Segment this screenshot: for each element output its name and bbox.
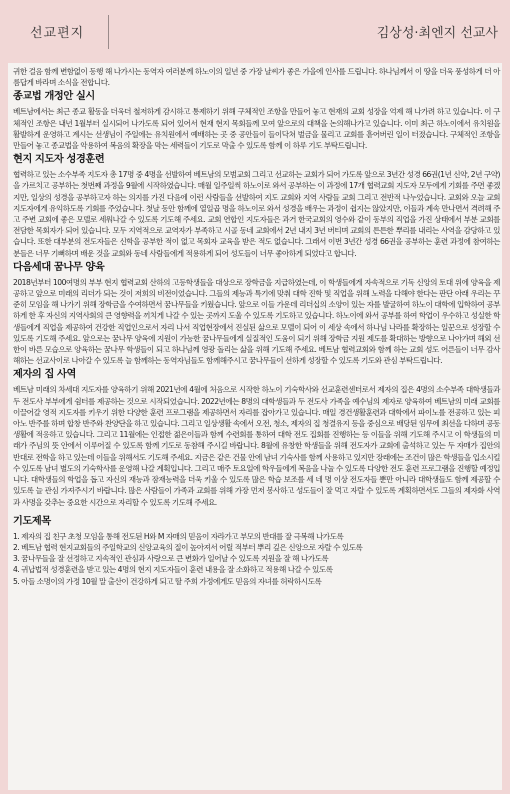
section-title-next-generation: 다음세대 꿈나무 양육 [13, 261, 105, 273]
section-body-disciple-house: 베트남 미래의 차세대 지도자를 양육하기 위해 2021년에 4월에 처음으로 시작한 하노이 기숙학사와 선교훈련센터로서 제자의 집은 4명의 소수부족 대학생들과 두 전도사 부부에게 쉼터를 제공하는 것으로 시작되었습니다. 2022년에는 8명의 대학생들과 두 전도사 가족을 예수님의 제자로 양육하여 베트남의 미래 교회를 이끌어갈 영적 지도자를 키우기 위한 다양한 훈련 프로그램을 제공하면서 자리를 잡아가고 있습니다. 매일 경건생활훈련과 대학에서 파이노를 전공하고 있는 피아노 반주를 하며 합창 반주와 찬양단을 하고 있습니다. 그리고 일상생활 속에서 오전, 청소, 제자의 집 청결유지 등을 중심으로 배당된 임무에 최선을 다하며 공동생활에 적응하고 있습니다. 그리고 11월에는 인접한 젊은이들과 함께 수련회를 통하여 대학 전도 집회를 진행하는 등 이들을 위해 기도해 주시고 이 학생들의 미래가 주님의 뜻 안에서 이루어질 수 있도록 함께 기도로 동참해 주시길 바랍니다. 8월에 유창한 학생들을 위해 전도자가 교회에 출석하고 있는 두 자매가 집안의 반대로 전학을 하고 있는데 이들을 위해서도 기도해 주세요. 지금은 같은 건물 안에 남녀 기숙사를 함께 사용하고 있지만 장래에는 조건이 많은 학생들을 입소시킬 수 있도록 남녀 별도의 기숙학사를 운영해 나갈 계획입니다. 그리고 매주 토요일에 학우들에게 복음을 나눌 수 있도록 다양한 전도 훈련 프로그램을 진행할 예정입니다. 대학생들의 학업을 돕고 자신의 재능과 잠재능력을 더욱 키울 수 있도록 많은 학습 보조를 세 네 명 이상 전도자들 뿐만 아니라 대학생들도 함께 제공할 수 있도록 늘 관심 가져주시기 바랍니다. 많은 사람들이 가족과 교회를 위해 가장 먼저 봉사하고 성도들이 잘 먹고 자랄 수 있도록 계획하면서도 그들의 제자화 사역과 사명을 갖추는 중요한 시간으로 자리할 수 있도록 기도해 주세요. [13, 385, 500, 507]
prayer-item: 5. 아들 소명이의 가정 10월 말 출산이 건강하게 되고 딸 주희 가정에게도 믿음의 자녀를 허락하시도록 [13, 576, 322, 586]
section-title-leader-training: 현지 지도자 성경훈련 [13, 154, 105, 166]
section-body-leader-training: 협력하고 있는 소수부족 지도자 총 17명 중 4명을 선발하여 베트남의 모범교회 그리고 선교하는 교회가 되어 가도록 앞으로 3년간 성경 66권(1년 신약, 2년 구약)을 가르치고 공부하는 첫번째 과정을 9월에 시작하였습니다. 매월 일주일씩 하노이로 와서 공부하는 이 과정에 17개 협력교회 지도자 모두에게 기회를 주면 좋겠지만, 일상의 성경을 공부하고자 하는 의지를 가진 다음에 이런 사람들을 선발하여 지도 교회와 지역 사람들 교회 그리고 전반적 나누었습니다. 교회와 오늘 교회 지도자에게 유익하도록 기회를 주었습니다. 첫날 동안 함께에 열일곱 명을 하노이로 와서 성경을 배우는 과정이 쉽지는 않았지만, 이들과 계속 만나면서 격려해 주고 주변 교회에 좋은 모델로 세워나갈 수 있도록 기도해 주세요. 교회 연합인 지도자들은 과거 한국교회의 영수와 같이 동부의 직업을 가진 상태에서 부분 교회를 전담한 목회자가 되어 있습니다. 모두 지역적으로 교역자가 부족하고 시골 동네 교회에서 2년 내지 3년 버티며 교회의 튼튼한 뿌리를 내리는 사역을 감당하고 있습니다. 또한 대부분의 전도자들은 신학을 공부한 적이 없고 목회자 교육을 받은 적도 없습니다. 그래서 이번 3년간 성경 66권을 공부하는 훈련 과정에 참여하는 분들은 너무 기뻐하며 배운 것을 교회와 동네 사람들에게 적용하게 되어 성도들이 너무 좋아하게 되었다고 합니다. [13, 170, 500, 258]
author-name: 김상성·최엔지 선교사 [376, 26, 498, 41]
category-label: 선교편지 [30, 26, 85, 41]
section-body-religion-law: 베트남에서는 최근 종교 활동을 더욱더 철저하게 감시하고 통제하기 위해 구체적인 조항을 만들어 놓고 현재의 교회 성장을 억제 해 나가려 하고 있습니다. 이 구체적인 조항은 내년 1월부터 실시되어 나가도록 되어 있어서 현재 현지 목회들께 모여 앞으로의 대책을 논의해나가고 있습니다. 이미 최근 하노이에서 유치원을 활발하게 운영하고 계시는 선생님이 주일에는 유치원에서 예배하는 곳 중 공안들이 들이닥쳐 벌금을 물리고 교회를 흩어버린 일이 터졌습니다. 구체적인 조항을 만들어 놓고 종교법을 악용하여 복음의 확장을 막는 세력들이 기도로 막출 수 있도록 함께 이 하루 기도 부탁드립니다. [13, 107, 500, 151]
letter-body [13, 66, 500, 587]
section-title-religion-law: 종교법 개정안 실시 [13, 91, 95, 103]
section-body-next-generation: 2018년부터 100여명의 부부 현지 협력교회 산하의 고등학생들을 대상으로 장학금을 지급하였는데, 이 학생들에게 자속적으로 기독 신앙의 토대 위에 양육을 제공하고 앞으로 미래의 리더가 되는 것이 저희의 비전이었습니다. 그들의 제능과 특기에 맞춰 대학 진학 및 직업을 위해 노력을 다해야 한다는 판단 아래 우리는 꾸준히 모임을 해 나가기 위해 장학금을 수여하면서 꿈나무들을 키웠습니다. 앞으로 이들 가운데 리더십의 소양이 있는 자를 발굴하여 하노이 대학에 입학하여 공부하게 한 후 자신의 지역사회의 큰 영향력을 끼치게 나갈 수 있는 곳까지 도울 수 있도록 기도하고 있습니다. 하노이에 와서 공부를 하여 학업이 우수하고 성실한 학생들에게 직업을 제공하여 건강한 직업인으로서 자리 나서 직업현장에서 진실된 삶으로 모델이 되어 이 세상 속에서 하나님 나라를 확장하는 일꾼으로 성장할 수 있도록 기도해 주세요. 앞으로는 꿈나무 양육에 지원이 가능한 꿈나무들에게 실질적인 도움이 되기 위해 장학금 지원 제도를 확대하는 방향으로 나아가며 해외 선한이 바른 모습으로 양육하는 꿈나무 학생들이 되고 하나님께 영광 돌리는 삶을 위해 기도해 주세요. 베트남 협력교회와 함께 하는 교회 성도 어른들이 너무 감사해하는 선교사이로 나아갈 수 있도록 늘 함께하는 동역자님들도 함께해주시고 꿈나무들이 선하게 성장할 수 있도록 기도와 관심 부탁드립니다. [13, 277, 500, 366]
header-divider [108, 15, 109, 49]
prayer-item: 1. 제자의 집 친구 초청 모임을 통해 전도된 H와 M 자매의 믿음이 자라가고 부모의 반대를 잘 극복해 나가도록 [13, 531, 344, 541]
section-title-disciple-house: 제자의 집 사역 [13, 369, 76, 381]
prayer-item: 4. 귀납법적 성경훈련을 받고 있는 4명의 현지 지도자들이 훈련 내용을 잘 소화하고 적용해 나갈 수 있도록 [13, 565, 333, 575]
intro-paragraph: 귀한 걸음 함께 변함없이 동행 해 나가시는 동역자 여러분께 하노이의 일년 중 가장 날씨가 좋은 가을에 인사를 드립니다. 하나님께서 이 땅을 더욱 풍성하게 더 아름답게 바라며 소식을 전합니다. [13, 67, 500, 88]
letter-header [0, 0, 510, 48]
letter-panel [8, 63, 502, 790]
prayer-title: 기도제목 [13, 515, 51, 527]
prayer-item: 3. 꿈나무들을 잘 선정하고 지속적인 관심과 사랑으로 큰 변화가 일어날 수 있도록 지원을 잘 해 나가도록 [13, 554, 329, 564]
prayer-list [13, 531, 500, 587]
prayer-item: 2. 베트남 협력 현지교회들의 주일학교의 신앙교육의 질이 높아져서 어릴 적부터 뿌리 깊은 신앙으로 자랄 수 있도록 [13, 542, 363, 552]
